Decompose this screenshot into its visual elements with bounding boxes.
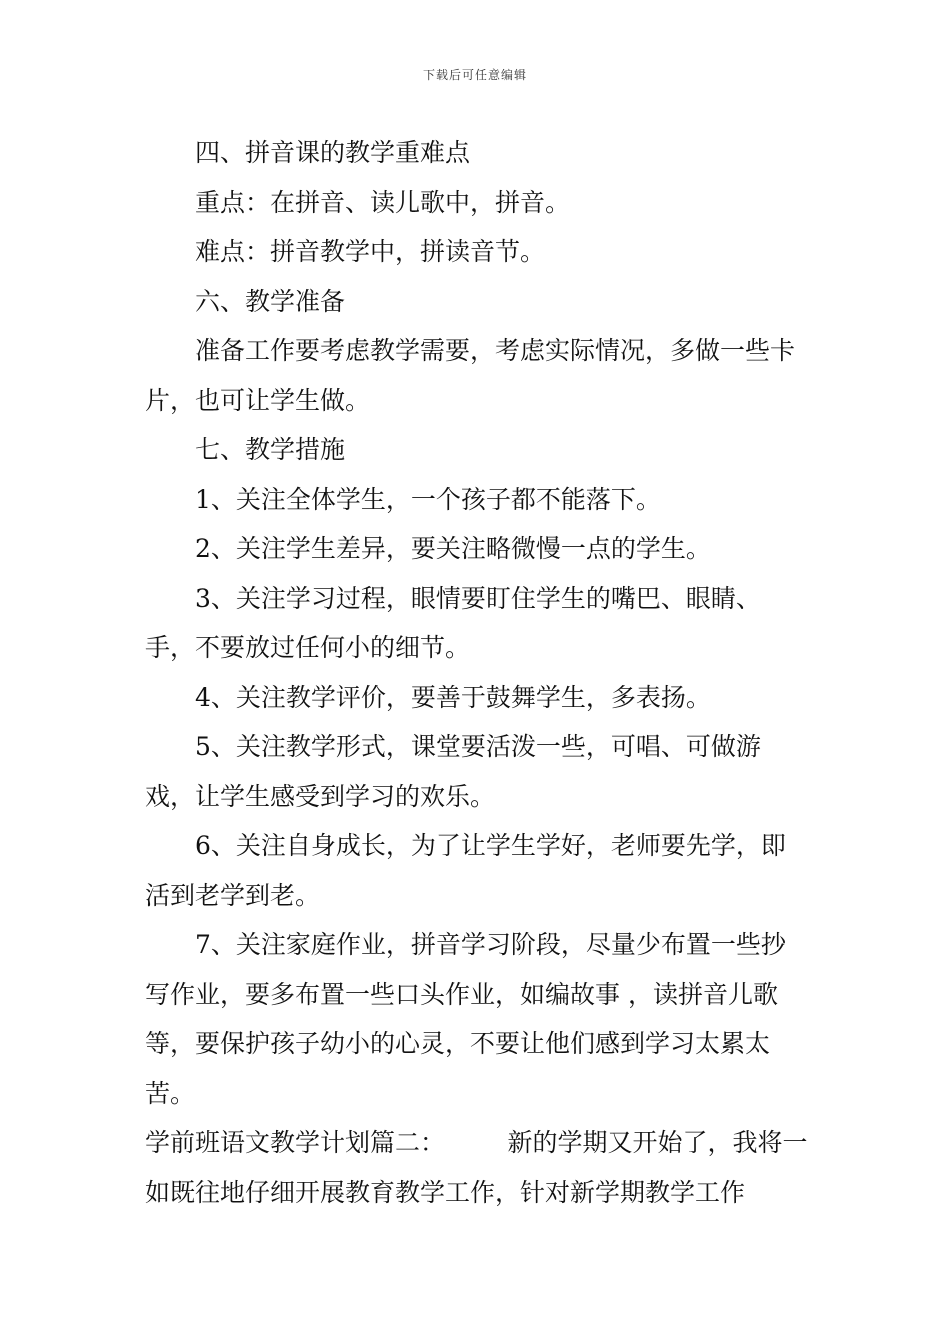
paragraph-preparation: 准备工作要考虑教学需要，考虑实际情况，多做一些卡片，也可让学生做。	[145, 336, 796, 415]
paragraph-key-points: 重点：在拼音、读儿歌中，拼音。	[195, 187, 571, 217]
page-header-note: 下载后可任意编辑	[422, 68, 527, 82]
list-item-measure-6: 6、关注自身成长，为了让学生学好，老师要先学，即活到老学到老。	[145, 831, 786, 910]
heading-teaching-preparation: 六、教学准备	[195, 286, 346, 316]
heading-teaching-measures: 七、教学措施	[195, 435, 346, 464]
heading-key-difficult-points: 四、拼音课的教学重难点	[195, 138, 471, 167]
list-item-measure-3: 3、关注学习过程，眼情要盯住学生的嘴巴、眼睛、手，不要放过任何小的细节。	[145, 583, 761, 662]
paragraph-difficult-points: 难点：拼音教学中，拼读音节。	[195, 237, 546, 266]
document-body	[145, 128, 810, 1217]
list-item-measure-4: 4、关注教学评价，要善于鼓舞学生，多表扬。	[195, 682, 711, 712]
list-item-measure-2: 2、关注学生差异，要关注略微慢一点的学生。	[195, 534, 711, 563]
paragraph-part-two-intro: 学前班语文教学计划篇二： 新的学期又开始了，我将一如既往地仔细开展教育教学工作，针对新学期教学工作	[145, 1128, 808, 1207]
list-item-measure-1: 1、关注全体学生，一个孩子都不能落下。	[195, 484, 661, 514]
list-item-measure-5: 5、关注教学形式，课堂要活泼一些，可唱、可做游戏，让学生感受到学习的欢乐。	[145, 732, 761, 811]
list-item-measure-7: 7、关注家庭作业，拼音学习阶段，尽量少布置一些抄写作业，要多布置一些口头作业，如编故事 ，读拼音儿歌等，要保护孩子幼小的心灵，不要让他们感到学习太累太苦。	[145, 930, 786, 1108]
